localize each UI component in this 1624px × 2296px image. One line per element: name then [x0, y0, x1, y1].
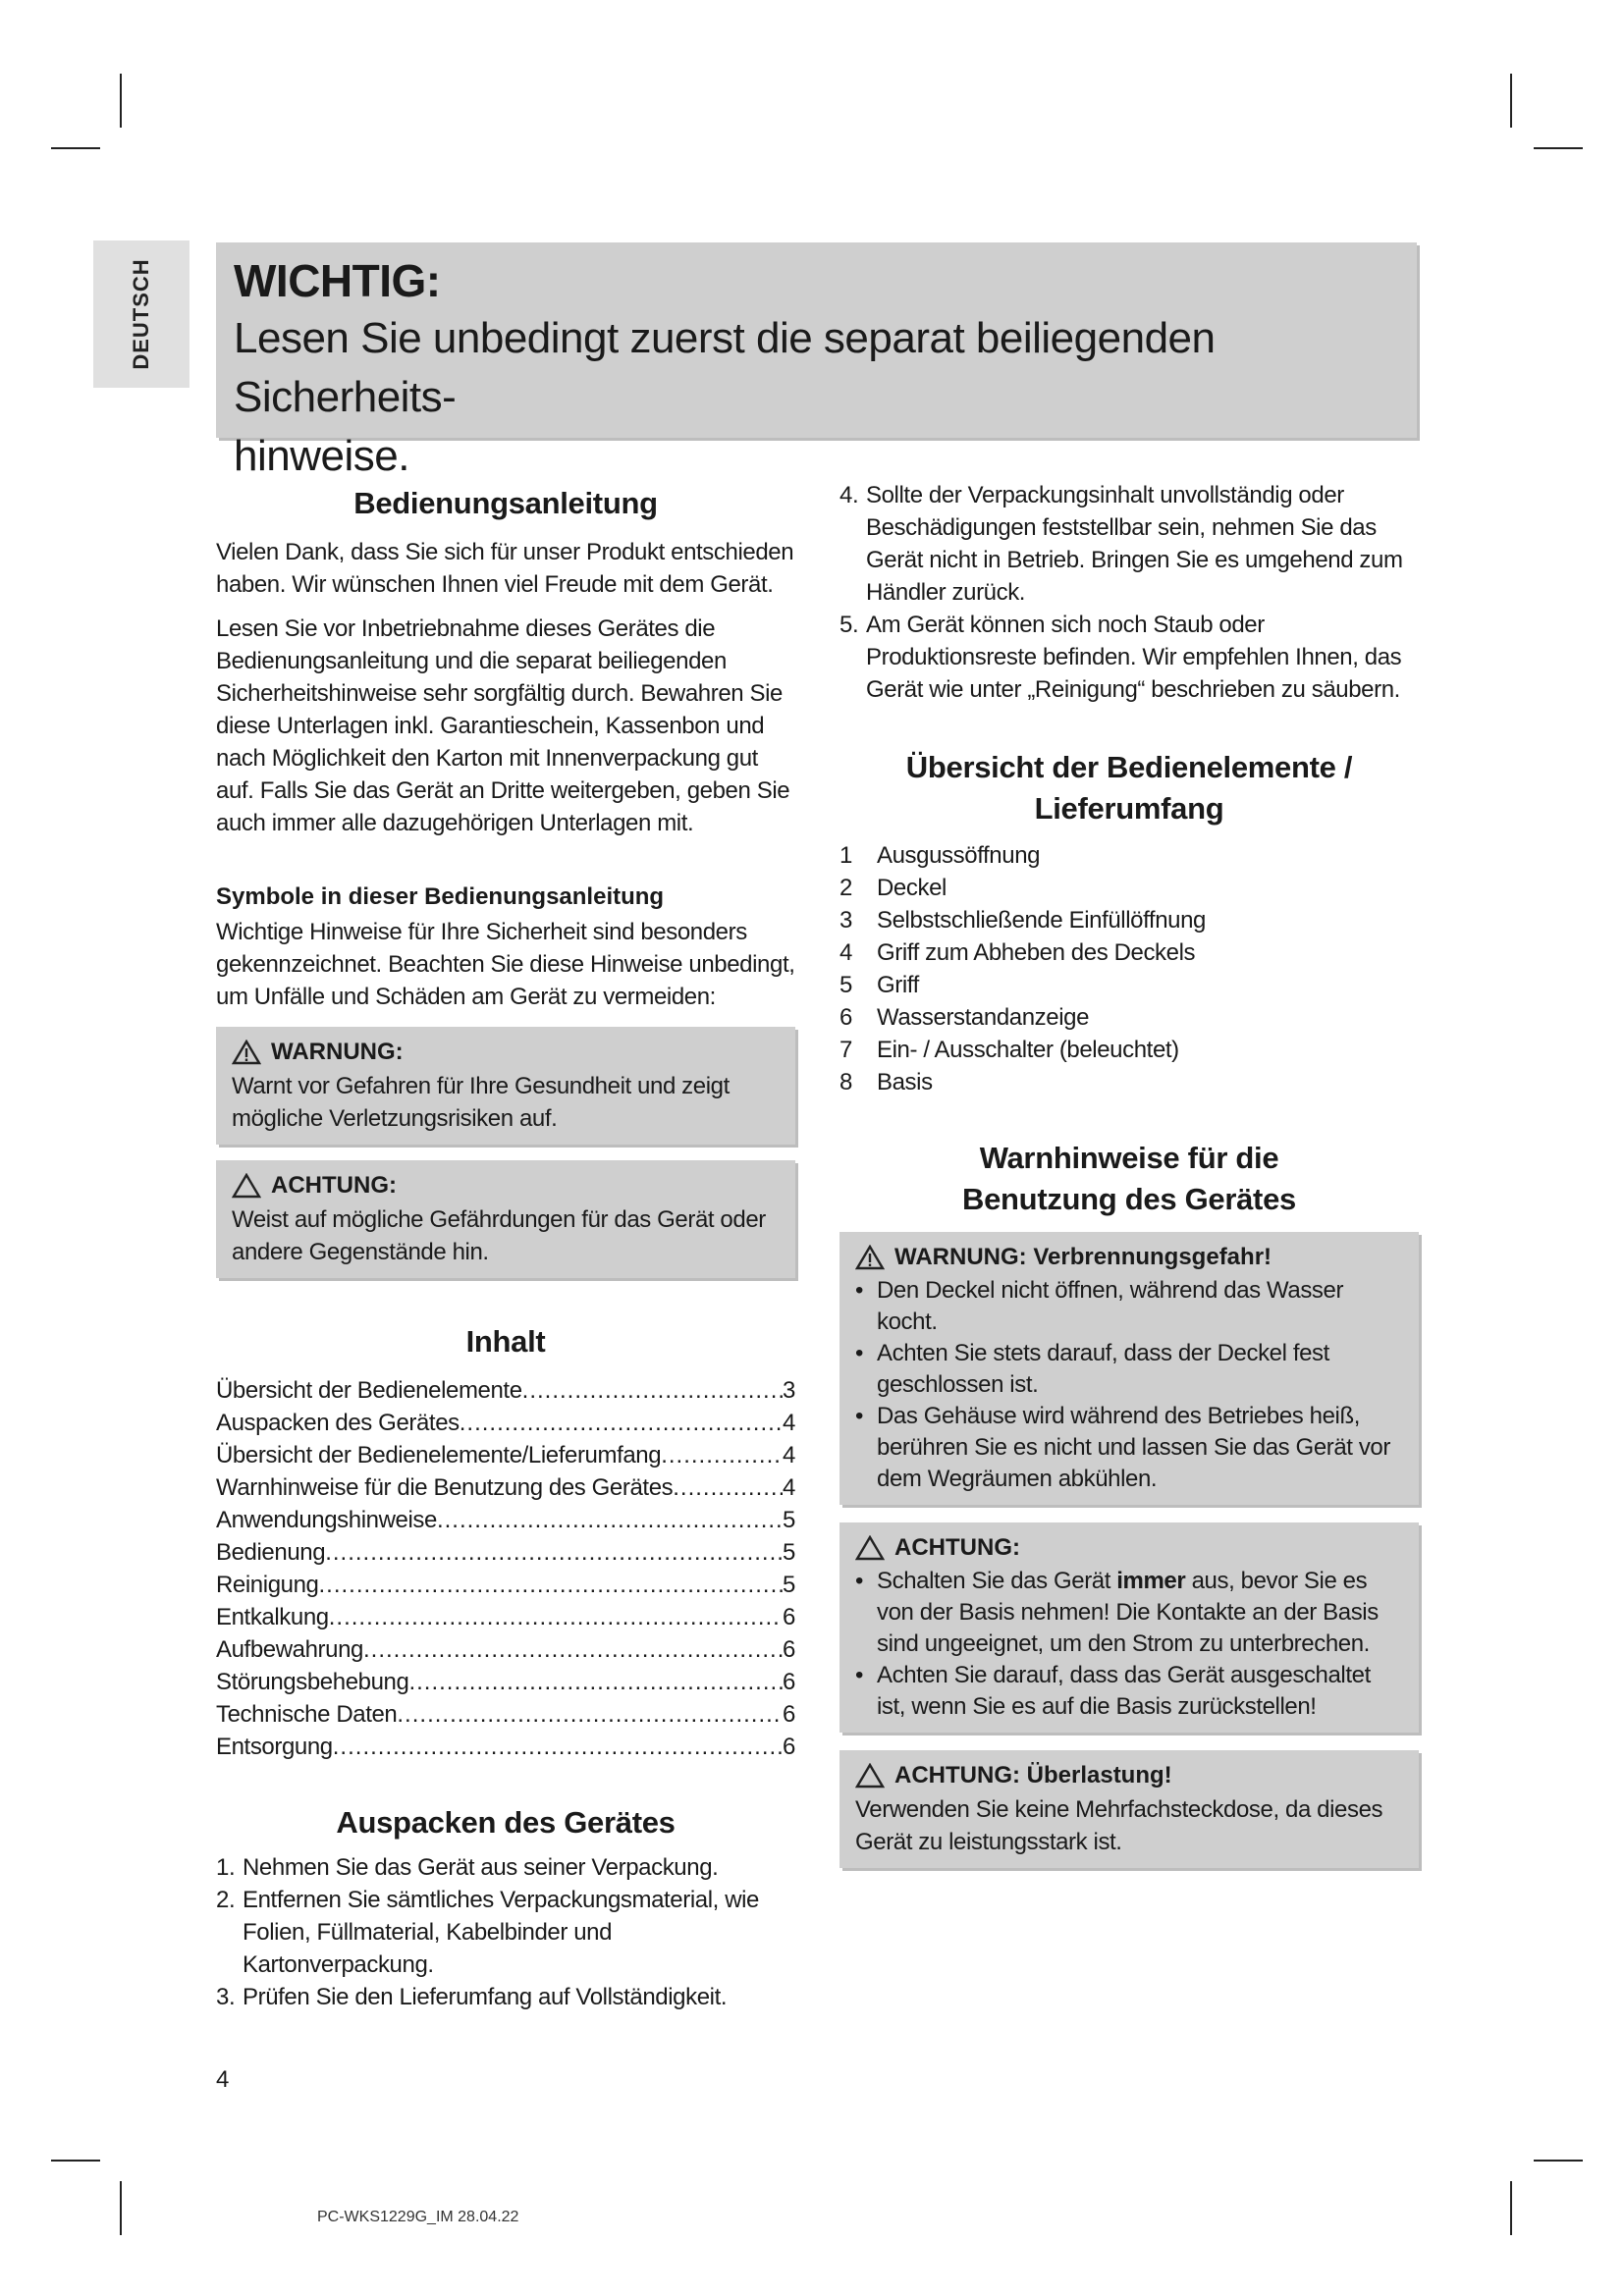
overload-caution-text: Verwenden Sie keine Mehrfachsteckdose, da dieses Gerät zu leistungsstark ist. [855, 1796, 1383, 1855]
warning-note-title: WARNUNG: [271, 1039, 404, 1065]
step-number: 3. [216, 1984, 236, 2010]
crop-mark [51, 2160, 100, 2162]
burn-warning-list [855, 1275, 1403, 1495]
part-label: Deckel [877, 875, 947, 901]
toc-entry [216, 1633, 795, 1666]
intro-paragraph-2: Lesen Sie vor Inbetriebnahme dieses Gerätes die Bedienungsanleitung und die separat beiliegenden Sicherheitshinweise sehr sorgfältig durch. Bewahren Sie diese Unterlagen inkl. Garantieschein, Kassenbon und nach Möglichkeit den Karton mit Innenverpackung gut auf. Falls Sie das Gerät an Dritte weitergeben, geben Sie auch immer alle dazugehörigen Unterlagen mit. [216, 615, 790, 836]
toc-page: 4 [783, 1410, 795, 1436]
crop-mark [1534, 147, 1583, 149]
warning-note [216, 1027, 795, 1145]
toc-leader [522, 1374, 783, 1407]
footer-code: PC-WKS1229G_IM 28.04.22 [317, 2209, 519, 2225]
toc-entry [216, 1536, 795, 1569]
switch-caution-title: ACHTUNG: [894, 1534, 1020, 1561]
part-number: 8 [839, 1069, 852, 1095]
caution-note-title: ACHTUNG: [271, 1172, 397, 1199]
banner-line-2: hinweise. [234, 432, 409, 480]
contents-heading: Inhalt [465, 1324, 546, 1359]
toc-page: 3 [783, 1377, 795, 1404]
list-item [839, 904, 1419, 936]
step-text: Nehmen Sie das Gerät aus seiner Verpackung. [243, 1854, 719, 1881]
toc-label: Übersicht der Bedienelemente [216, 1377, 522, 1404]
list-item [839, 1034, 1419, 1066]
toc-entry [216, 1666, 795, 1698]
toc-leader [333, 1731, 783, 1763]
toc-page: 5 [783, 1572, 795, 1598]
step-text: Am Gerät können sich noch Staub oder Produktionsreste befinden. Wir empfehlen Ihnen, das Gerät wie unter „Reinigung“ beschrieben zu säubern. [866, 612, 1402, 703]
list-item [216, 1851, 795, 1884]
part-label: Griff [877, 972, 919, 998]
toc-page: 5 [783, 1539, 795, 1566]
step-number: 1. [216, 1854, 236, 1881]
warning-triangle-icon [232, 1040, 261, 1065]
part-number: 2 [839, 875, 852, 901]
list-item [839, 1001, 1419, 1034]
toc-page: 6 [783, 1604, 795, 1630]
part-label: Wasserstandanzeige [877, 1004, 1090, 1031]
toc-entry [216, 1569, 795, 1601]
step-text: Entfernen Sie sämtliches Verpackungsmaterial, wie Folien, Füllmaterial, Kabelbinder und Kartonverpackung. [243, 1887, 760, 1978]
list-item [839, 609, 1419, 706]
toc-page: 6 [783, 1669, 795, 1695]
overview-heading-line-2: Lieferumfang [1034, 791, 1224, 826]
overview-heading-line-1: Übersicht der Bedienelemente / [905, 750, 1353, 784]
warnings-heading-line-1: Warnhinweise für die [979, 1141, 1279, 1175]
switch-caution-list [855, 1566, 1403, 1723]
crop-mark [1510, 2181, 1512, 2235]
toc-leader [673, 1471, 783, 1504]
step-text: Prüfen Sie den Lieferumfang auf Vollständigkeit. [243, 1984, 728, 2010]
toc-leader [363, 1633, 783, 1666]
toc-entry [216, 1504, 795, 1536]
part-number: 1 [839, 842, 852, 869]
left-column [216, 471, 795, 2013]
crop-mark [1510, 74, 1512, 128]
toc-leader [408, 1666, 783, 1698]
burn-warning-title: WARNUNG: Verbrennungsgefahr! [894, 1244, 1272, 1270]
toc-label: Bedienung [216, 1539, 326, 1566]
part-label: Ausgussöffnung [877, 842, 1041, 869]
toc-label: Technische Daten [216, 1701, 398, 1728]
banner-line-1: Lesen Sie unbedingt zuerst die separat beiliegenden Sicherheits- [234, 314, 1216, 421]
toc-entry [216, 1471, 795, 1504]
crop-mark [1534, 2160, 1583, 2162]
parts-list [839, 839, 1419, 1098]
toc-entry [216, 1374, 795, 1407]
toc-leader [460, 1407, 783, 1439]
unpacking-steps-right [839, 479, 1419, 706]
list-item [839, 479, 1419, 609]
page-number: 4 [216, 2066, 230, 2093]
important-banner [216, 242, 1417, 480]
part-label: Basis [877, 1069, 933, 1095]
part-label: Selbstschließende Einfüllöffnung [877, 907, 1206, 934]
unpacking-heading: Auspacken des Gerätes [336, 1805, 676, 1840]
switch-caution-note [839, 1522, 1419, 1733]
unpacking-steps-left [216, 1851, 795, 2013]
crop-mark [51, 147, 100, 149]
toc-label: Übersicht der Bedienelemente/Lieferumfang [216, 1442, 662, 1468]
toc-leader [397, 1698, 783, 1731]
step-number: 2. [216, 1887, 236, 1913]
toc-entry [216, 1601, 795, 1633]
toc-page: 4 [783, 1442, 795, 1468]
toc-label: Störungsbehebung [216, 1669, 409, 1695]
part-number: 7 [839, 1037, 852, 1063]
toc-leader [329, 1601, 783, 1633]
language-tab [93, 240, 189, 388]
warnings-heading-line-2: Benutzung des Gerätes [962, 1182, 1296, 1216]
crop-mark [120, 74, 122, 128]
toc-entry [216, 1731, 795, 1763]
toc-leader [318, 1569, 783, 1601]
list-item [839, 936, 1419, 969]
caution-note-text: Weist auf mögliche Gefährdungen für das Gerät oder andere Gegenstände hin. [232, 1206, 766, 1265]
step-number: 5. [839, 612, 859, 638]
part-number: 5 [839, 972, 852, 998]
symbols-text: Wichtige Hinweise für Ihre Sicherheit sind besonders gekennzeichnet. Beachten Sie diese Hinweise unbedingt, um Unfälle und Schäden am Gerät zu vermeiden: [216, 919, 795, 1010]
list-item [839, 1066, 1419, 1098]
toc-page: 6 [783, 1734, 795, 1760]
list-item [216, 1981, 795, 2013]
symbols-heading: Symbole in dieser Bedienungsanleitung [216, 883, 665, 910]
step-text: Sollte der Verpackungsinhalt unvollständig oder Beschädigungen feststellbar sein, nehmen Sie das Gerät nicht in Betrieb. Bringen Sie es umgehend zum Händler zurück. [866, 482, 1403, 606]
toc-label: Reinigung [216, 1572, 319, 1598]
list-item: • Den Deckel nicht öffnen, während das Wasser kocht. [855, 1277, 1344, 1335]
caution-triangle-icon [855, 1535, 885, 1561]
part-label: Ein- / Ausschalter (beleuchtet) [877, 1037, 1179, 1063]
list-item [216, 1884, 795, 1981]
toc-entry [216, 1698, 795, 1731]
list-item: • Schalten Sie das Gerät immer aus, bevor Sie es von der Basis nehmen! Die Kontakte an der Basis sind ungeeignet, um den Strom zu unterbrechen. [855, 1568, 1379, 1657]
right-column [839, 479, 1419, 1868]
toc-label: Aufbewahrung [216, 1636, 363, 1663]
list-item [839, 872, 1419, 904]
banner-title: WICHTIG: [234, 255, 441, 306]
part-number: 6 [839, 1004, 852, 1031]
list-item: • Das Gehäuse wird während des Betriebes heiß, berühren Sie es nicht und lassen Sie das Gerät vor dem Wegräumen abkühlen. [855, 1403, 1390, 1492]
toc-entry [216, 1407, 795, 1439]
toc-page: 6 [783, 1636, 795, 1663]
toc-leader [661, 1439, 783, 1471]
caution-triangle-icon [232, 1173, 261, 1199]
warning-triangle-icon [855, 1245, 885, 1270]
toc-label: Entkalkung [216, 1604, 329, 1630]
toc-page: 4 [783, 1474, 795, 1501]
toc-label: Entsorgung [216, 1734, 333, 1760]
contents-list [216, 1374, 795, 1763]
list-item [839, 969, 1419, 1001]
caution-note [216, 1160, 795, 1278]
intro-paragraph-1: Vielen Dank, dass Sie sich für unser Produkt entschieden haben. Wir wünschen Ihnen viel Freude mit dem Gerät. [216, 539, 794, 598]
part-number: 4 [839, 939, 852, 966]
overload-caution-note [839, 1750, 1419, 1868]
crop-mark [120, 2181, 122, 2235]
toc-leader [437, 1504, 783, 1536]
toc-entry [216, 1439, 795, 1471]
list-item: • Achten Sie stets darauf, dass der Deckel fest geschlossen ist. [855, 1340, 1329, 1398]
part-label: Griff zum Abheben des Deckels [877, 939, 1196, 966]
overload-caution-title: ACHTUNG: Überlastung! [894, 1762, 1172, 1789]
toc-leader [325, 1536, 783, 1569]
language-tab-label: DEUTSCH [129, 258, 153, 370]
intro-heading: Bedienungsanleitung [353, 486, 658, 520]
warning-note-text: Warnt vor Gefahren für Ihre Gesundheit und zeigt mögliche Verletzungsrisiken auf. [232, 1073, 730, 1132]
toc-page: 6 [783, 1701, 795, 1728]
toc-page: 5 [783, 1507, 795, 1533]
caution-triangle-icon [855, 1763, 885, 1789]
burn-warning-note [839, 1232, 1419, 1505]
list-item: • Achten Sie darauf, dass das Gerät ausgeschaltet ist, wenn Sie es auf die Basis zurückstellen! [855, 1662, 1371, 1720]
toc-label: Warnhinweise für die Benutzung des Gerätes [216, 1474, 674, 1501]
step-number: 4. [839, 482, 859, 508]
toc-label: Anwendungshinweise [216, 1507, 437, 1533]
part-number: 3 [839, 907, 852, 934]
toc-label: Auspacken des Gerätes [216, 1410, 460, 1436]
list-item [839, 839, 1419, 872]
